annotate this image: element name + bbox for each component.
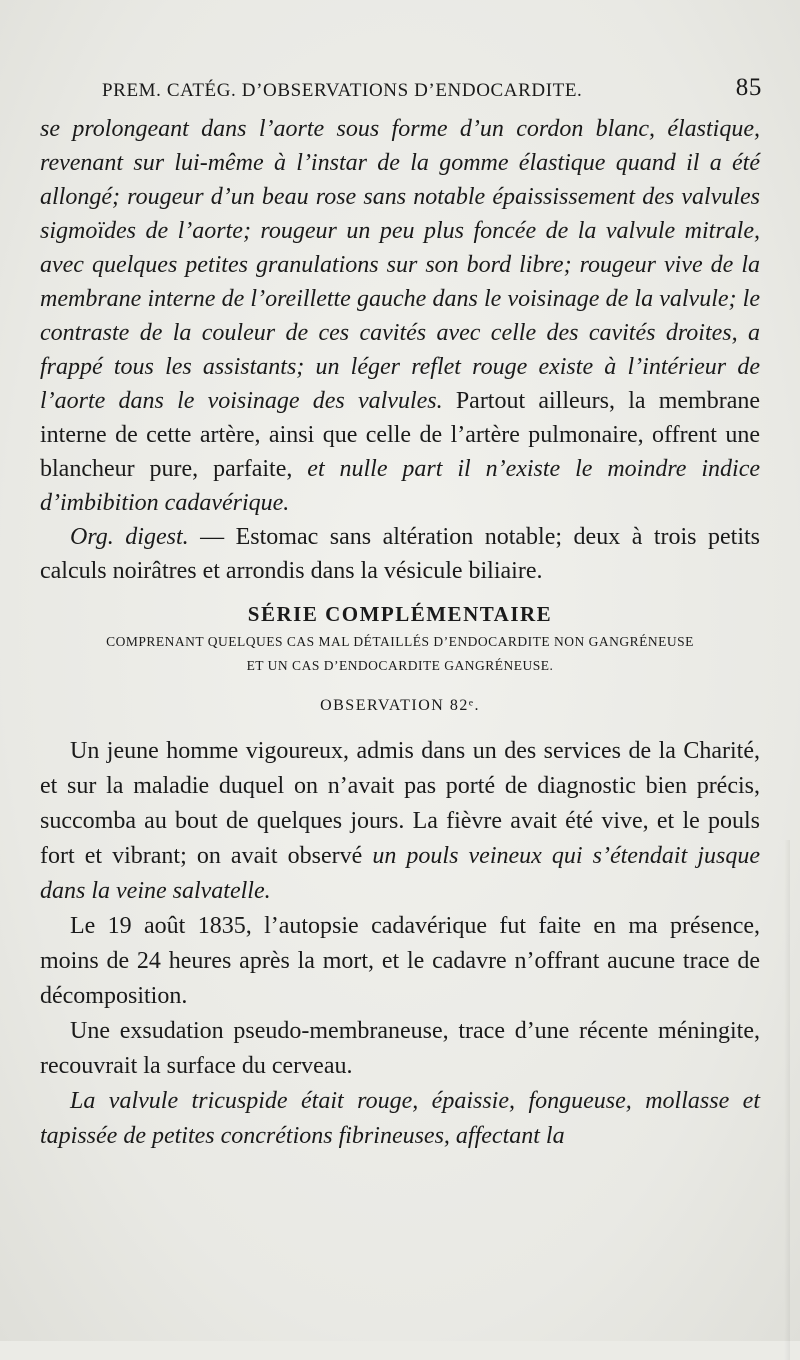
page-number: 85 — [735, 74, 762, 101]
running-head-title: PREM. CATÉG. D’OBSERVATIONS D’ENDOCARDITE. — [102, 80, 583, 101]
paragraph-text: Un jeune homme vigoureux, admis dans un des services de la Charité, et sur la maladie duquel on n’avait pas porté de diagnostic bien précis, succomba au bout de quelques jours. La fièvre avait été vive, et le pouls fort et vibrant; on avait observé — [40, 738, 760, 869]
italic-text: et nulle part il n’existe le moindre indice d’imbibition cadavérique. — [40, 456, 761, 516]
observation-title: OBSERVATION 82ᵉ. — [320, 697, 480, 714]
paragraph-case-history — [40, 734, 760, 909]
paragraph-tricuspid — [40, 1084, 760, 1154]
italic-text: La valvule tricuspide était rouge, épaissie, fongueuse, mollasse et tapissée de petites concrétions fibrineuses, affectant la — [40, 1088, 760, 1149]
italic-text: se prolongeant dans l’aorte sous forme d’un cordon blanc, élastique, revenant sur lui-même à l’instar de la gomme élastique quand il a été allongé; rougeur d’un beau rose sans notable épaississement des valvules sigmoïdes de l’aorte; rougeur un peu plus foncée de la valvule mitrale, avec quelques petites granulations sur son bord libre; rougeur vive de la membrane interne de l’oreillette gauche dans le voisinage de la valvule; le contraste de la couleur de ces cavités avec celle des cavités droites, a frappé tous les assistants; un léger reflet rouge existe à l’intérieur de l’aorte dans le voisinage des valvules. — [40, 116, 760, 414]
page-body — [40, 112, 760, 1154]
roman-text: Partout ailleurs, la membrane interne de cette artère, ainsi que celle de l’artère pulmonaire, offrent une blancheur pure, parfaite, — [40, 388, 760, 482]
paragraph-text: — Estomac sans altération notable; deux à trois petits calculs noirâtres et arrondis dans la vésicule biliaire. — [40, 524, 761, 584]
section-label: Org. digest. — [70, 524, 189, 550]
running-head — [102, 74, 762, 106]
italic-text: un pouls veineux qui s’étendait jusque dans la veine salvatelle. — [40, 843, 760, 904]
observation-body — [40, 734, 760, 1154]
series-subtitle-line-2: ET UN CAS D’ENDOCARDITE GANGRÉNEUSE. — [246, 658, 554, 673]
paragraph-autopsy: Le 19 août 1835, l’autopsie cadavérique fut faite en ma présence, moins de 24 heures après la mort, et le cadavre n’offrant aucune trace de décomposition. — [40, 913, 760, 1009]
paragraph-digestive-organs — [40, 520, 760, 588]
series-subtitle-line-1: COMPRENANT QUELQUES CAS MAL DÉTAILLÉS D’ENDOCARDITE NON GANGRÉNEUSE — [106, 634, 694, 649]
series-title: SÉRIE COMPLÉMENTAIRE — [247, 602, 553, 626]
page-edge-shadow — [784, 840, 790, 1360]
paragraph-meningitis: Une exsudation pseudo-membraneuse, trace d’une récente méningite, recouvrait la surface du cerveau. — [40, 1018, 760, 1079]
paragraph-aorta-description — [40, 112, 760, 520]
